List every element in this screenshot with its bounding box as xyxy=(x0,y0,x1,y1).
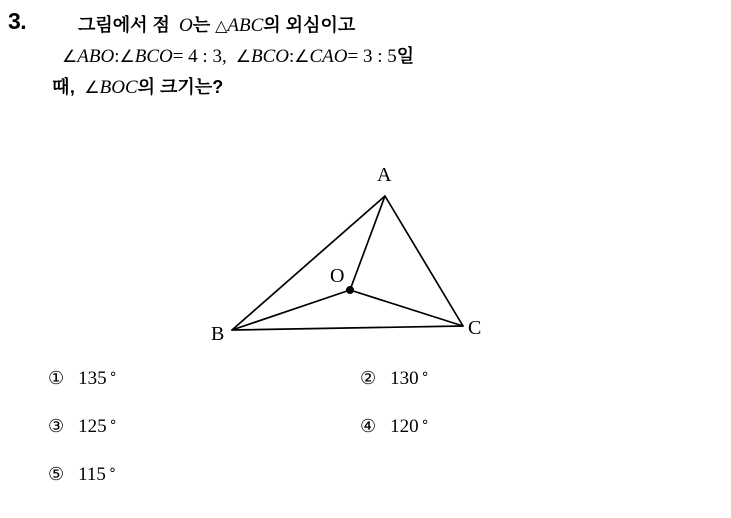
vertex-label-b: B xyxy=(211,323,225,345)
stem-colon-2: : xyxy=(288,46,295,67)
angle-symbol-3: ∠ xyxy=(235,47,251,67)
choice-4-marker: ④ xyxy=(360,416,377,437)
stem-point-o: O xyxy=(178,15,193,36)
choice-1-value: 135 xyxy=(78,368,107,389)
stem-text-ko-2: 는 xyxy=(192,15,211,35)
vertex-label-o: O xyxy=(330,265,345,287)
choice-3[interactable] xyxy=(48,416,117,438)
stem-line-2 xyxy=(52,41,712,72)
choice-4[interactable] xyxy=(360,416,429,438)
stem-text-ko-5: 때, xyxy=(52,77,76,97)
choice-3-unit: ° xyxy=(109,418,117,434)
question-number: 3. xyxy=(8,8,27,34)
angle-symbol-1: ∠ xyxy=(62,47,78,67)
choice-1[interactable] xyxy=(48,368,117,390)
stem-angle-cao: CAO xyxy=(309,46,348,67)
stem-ratio-1: = 4 : 3, xyxy=(172,46,227,67)
stem-line-3 xyxy=(52,72,712,103)
segment-oc xyxy=(350,290,463,326)
choice-1-marker: ① xyxy=(48,368,65,389)
choice-5-unit: ° xyxy=(108,466,116,482)
stem-line-1 xyxy=(52,10,712,41)
choice-1-unit: ° xyxy=(109,370,117,386)
stem-text-ko-3: 의 외심이고 xyxy=(263,15,356,35)
stem-angle-boc: BOC xyxy=(99,77,138,98)
circumcenter-point xyxy=(346,286,354,294)
stem-colon-1: : xyxy=(114,46,120,67)
choice-3-value: 125 xyxy=(78,416,107,437)
choice-4-unit: ° xyxy=(421,418,429,434)
choice-5-marker: ⑤ xyxy=(48,464,65,485)
stem-text-ko-1: 그림에서 점 xyxy=(78,15,170,35)
choice-2[interactable] xyxy=(360,368,429,390)
choice-2-value: 130 xyxy=(390,368,419,389)
segment-ob xyxy=(232,290,350,330)
choice-3-marker: ③ xyxy=(48,416,65,437)
stem-angle-abo: ABO xyxy=(77,46,115,67)
angle-symbol-4: ∠ xyxy=(294,47,310,67)
stem-triangle-abc: ABC xyxy=(227,15,264,36)
stem-angle-bco-2: BCO xyxy=(250,46,289,67)
stem-text-ko-6: 의 크기는? xyxy=(137,77,224,97)
vertex-label-a: A xyxy=(377,164,392,186)
choice-4-value: 120 xyxy=(390,416,419,437)
choice-5-value: 115 xyxy=(78,464,106,485)
triangle-abc-path xyxy=(232,196,463,330)
stem-angle-bco-1: BCO xyxy=(134,46,173,67)
choice-2-unit: ° xyxy=(421,370,429,386)
vertex-label-c: C xyxy=(468,317,482,339)
angle-symbol-2: ∠ xyxy=(119,47,135,67)
question-stem xyxy=(52,10,712,103)
geometry-figure xyxy=(180,148,520,353)
triangle-symbol: △ xyxy=(215,16,228,35)
stem-ratio-2: = 3 : 5 xyxy=(347,46,397,67)
choice-5[interactable] xyxy=(48,464,116,486)
angle-symbol-5: ∠ xyxy=(84,78,100,98)
stem-text-ko-4: 일 xyxy=(396,46,415,66)
choice-2-marker: ② xyxy=(360,368,377,389)
segment-oa xyxy=(350,196,385,290)
